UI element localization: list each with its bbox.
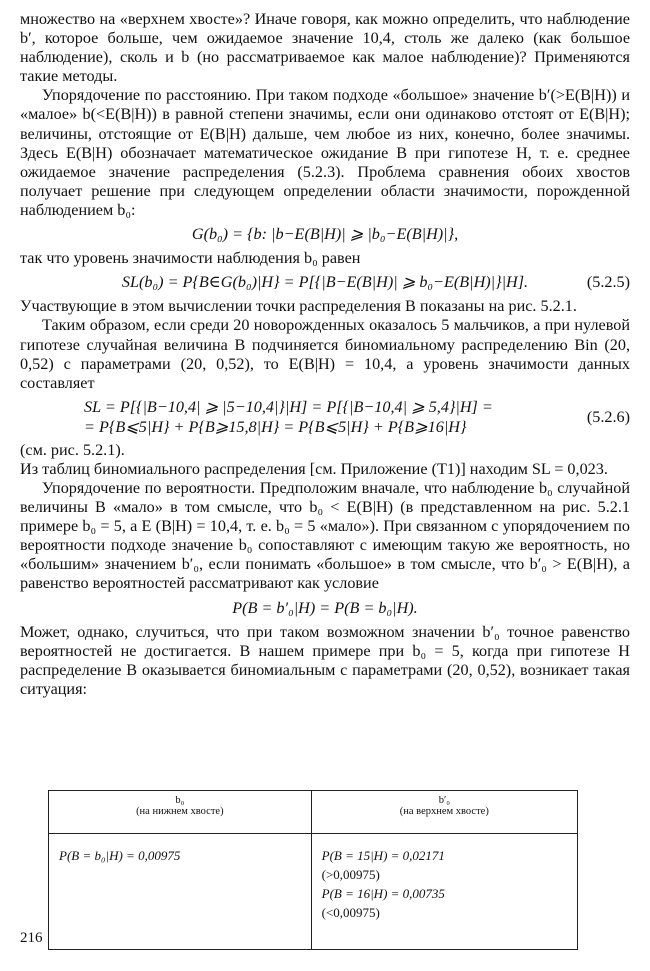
- equation: G(b₀) = {b: |b−E(B|H)| ⩾ |b₀−E(B|H)|},: [191, 225, 459, 244]
- cell-value: P(B = 15|H) = 0,02171: [321, 848, 445, 863]
- page-body: [20, 10, 630, 699]
- paragraph: так что уровень значимости наблюдения b₀ равен: [20, 249, 361, 268]
- header-symbol: b′₀: [438, 795, 450, 806]
- header-label: (на верхнем хвосте): [399, 806, 489, 817]
- equation-5-2-6: [20, 397, 630, 437]
- table-cell: [311, 834, 577, 950]
- table-cell: [49, 834, 312, 950]
- paragraph: Таким образом, если среди 20 новорожденных оказалось 5 мальчиков, а при нулевой гипотезе случайная величина B подчиняется биномиальному распределению Bin (20, 0,52) с параметрами (20, 0,52), то E(B|H) = 10,4, а уровень значимости данных составляет: [20, 316, 630, 392]
- cell-value: P(B = 16|H) = 0,00735: [321, 886, 445, 901]
- header-symbol: b₀: [175, 795, 185, 806]
- equation-number: (5.2.5): [586, 273, 630, 292]
- equation-line: SL = P[{|B−10,4| ⩾ |5−10,4|}|H] = P[{|B−10,4| ⩾ 5,4}|H] =: [84, 397, 493, 416]
- paragraph: Упорядочение по расстоянию. При таком подходе «большое» значение b′(>E(B|H)) и «малое» b(<E(B|H)) в равной степени значимы, если они одинаково отстоят от E(B|H); величины, отстоящие от E(B|H) дальше, чем любое из них, конечно, более значимы. Здесь E(B|H) обозначает математическое ожидание B при гипотезе H, т. е. среднее ожидаемое значение распределения (5.2.3). Проблема сравнения обоих хвостов получает решение при следующем определении области значимости, порожденной наблюдением b₀:: [20, 86, 630, 219]
- equation-5-2-5: [20, 273, 630, 292]
- cell-value: P(B = b₀|H) = 0,00975: [59, 848, 181, 863]
- cell-value: (>0,00975): [321, 867, 380, 882]
- paragraph: Из таблиц биномиального распределения [см. Приложение (T1)] находим SL = 0,023.: [20, 459, 608, 478]
- table-header: [49, 791, 312, 834]
- header-label: (на нижнем хвосте): [136, 806, 224, 817]
- paragraph: Упорядочение по вероятности. Предположим вначале, что наблюдение b₀ случайной величины B «мало» в том смысле, что b₀ < E(B|H) (в представленном на рис. 5.2.1 примере b₀ = 5, а E (B|H) = 10,4, т. е. b₀ = 5 «мало»). При связанном с упорядочением по вероятности подходе значение b₀ сопоставляют с имеющим такую же вероятность, но «большим» значением b′₀, если понимать «большое» в том смысле, что b′₀ > E(B|H), а равенство вероятностей рассматривают как условие: [20, 478, 630, 593]
- paragraph: Участвующие в этом вычислении точки распределения B показаны на рис. 5.2.1.: [20, 297, 577, 316]
- cell-value: (<0,00975): [321, 905, 380, 920]
- paragraph: множество на «верхнем хвосте»? Иначе говоря, как можно определить, что наблюдение b′, которое больше, чем ожидаемое значение 10,4, столь же далеко (как большое наблюдение), сколь и b (но рассматриваемое как малое наблюдение)? Применяются такие методы.: [20, 10, 630, 86]
- equation-number: (5.2.6): [586, 407, 630, 426]
- equation: P(B = b′₀|H) = P(B = b₀|H).: [232, 598, 418, 617]
- probability-table: [48, 790, 578, 950]
- equation-body: SL(b₀) = P{B∈G(b₀)|H} = P[{|B−E(B|H)| ⩾ b₀−E(B|H)|}|H].: [121, 273, 529, 292]
- table-header: [311, 791, 577, 834]
- equation-line: = P{B⩽5|H} + P{B⩾15,8|H} = P{B⩽5|H} + P{B⩾16|H}: [84, 417, 467, 436]
- page-number: 216: [20, 930, 43, 946]
- paragraph: Может, однако, случиться, что при таком возможном значении b′₀ точное равенство вероятностей не достигается. В нашем примере при b₀ = 5, когда при гипотезе H распределение B оказывается биномиальным с параметрами (20, 0,52), возникает такая ситуация:: [20, 622, 630, 698]
- paragraph: (см. рис. 5.2.1).: [20, 440, 125, 459]
